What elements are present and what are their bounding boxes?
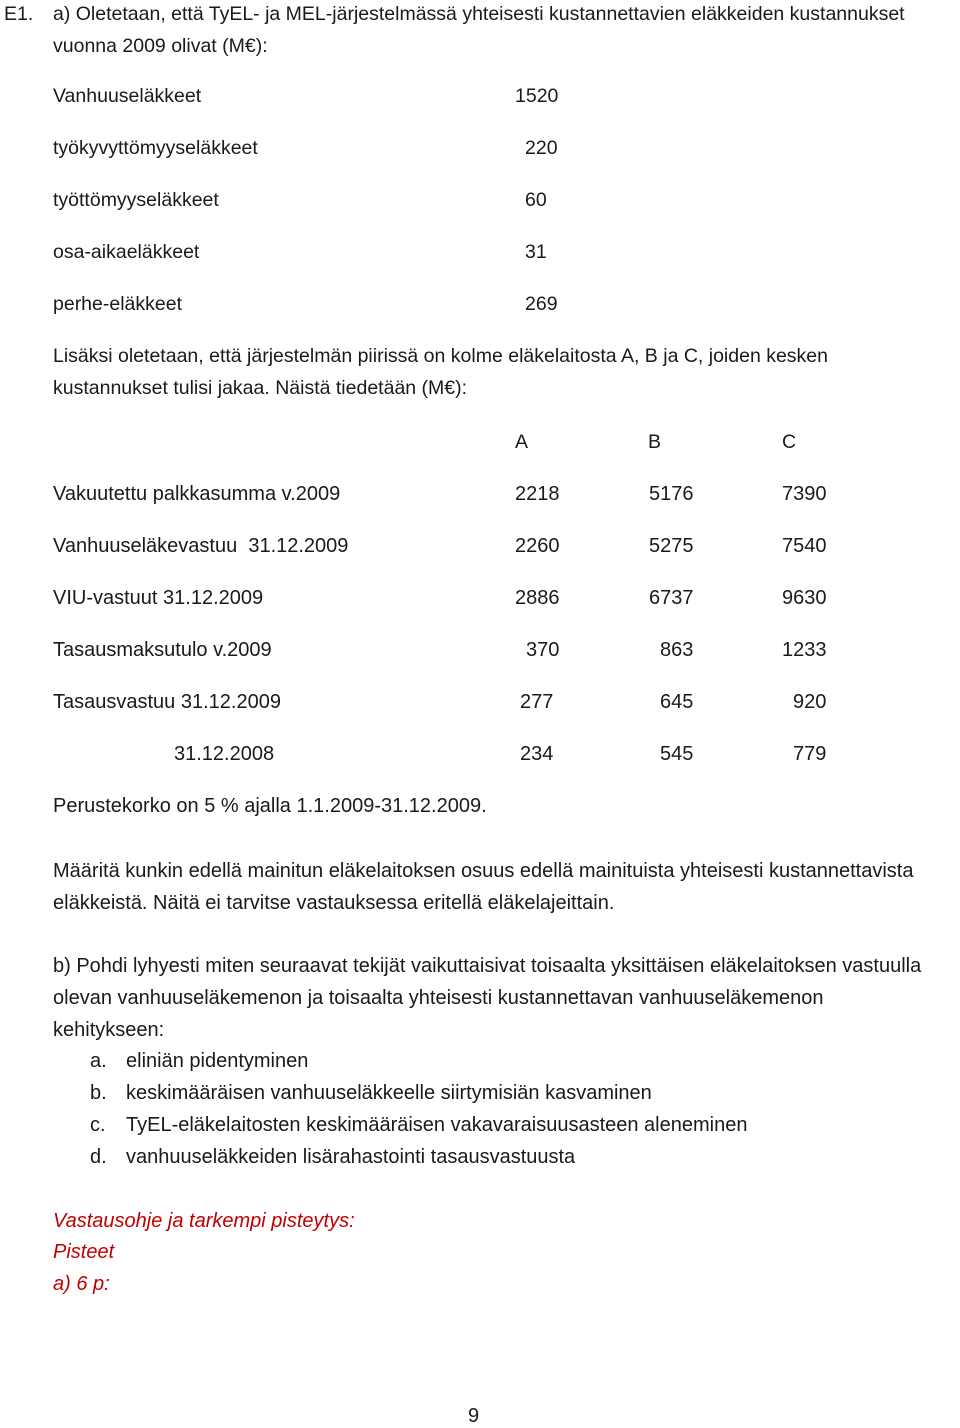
table-cell: 7390	[782, 483, 827, 505]
assumption-line-1: Lisäksi oletetaan, että järjestelmän piirissä on kolme eläkelaitosta A, B ja C, joiden kesken	[53, 345, 828, 367]
question-b-line-1: b) Pohdi lyhyesti miten seuraavat tekijät vaikuttaisivat toisaalta yksittäisen eläkelaitoksen vastuulla	[53, 955, 922, 977]
table-row-label: Vanhuuseläkevastuu 31.12.2009	[53, 535, 349, 557]
table-cell: 9630	[782, 587, 827, 609]
table-cell: 7540	[782, 535, 827, 557]
table-cell: 2886	[515, 587, 560, 609]
table-cell: 1233	[782, 639, 827, 661]
column-header-c: C	[782, 431, 797, 453]
table-cell: 277	[520, 691, 554, 713]
list-marker: a.	[90, 1050, 107, 1072]
answer-guide-points: Pisteet	[53, 1241, 115, 1263]
pension-value: 220	[525, 137, 558, 159]
table-cell: 5275	[649, 535, 694, 557]
table-row-label: VIU-vastuut 31.12.2009	[53, 587, 264, 609]
pension-label: osa-aikaeläkkeet	[53, 241, 200, 263]
question-a-line-2: eläkkeistä. Näitä ei tarvitse vastauksessa eritellä eläkelajeittain.	[53, 892, 615, 914]
table-cell: 6737	[649, 587, 694, 609]
pension-label: Vanhuuseläkkeet	[53, 85, 202, 107]
table-cell: 779	[793, 743, 827, 765]
list-marker: b.	[90, 1082, 107, 1104]
interest-note: Perustekorko on 5 % ajalla 1.1.2009-31.12.2009.	[53, 795, 487, 817]
table-cell: 645	[660, 691, 694, 713]
table-row-label: Tasausvastuu 31.12.2009	[53, 691, 281, 713]
pension-value: 31	[525, 241, 547, 263]
table-row-label: Vakuutettu palkkasumma v.2009	[53, 483, 341, 505]
answer-guide-part-a: a) 6 p:	[53, 1273, 110, 1295]
page-number: 9	[468, 1405, 480, 1427]
table-cell: 2218	[515, 483, 560, 505]
table-row-label: Tasausmaksutulo v.2009	[53, 639, 272, 661]
table-cell: 234	[520, 743, 554, 765]
question-a-line-1: Määritä kunkin edellä mainitun eläkelaitoksen osuus edellä mainituista yhteisesti kustannettavista	[53, 860, 914, 882]
table-cell: 545	[660, 743, 694, 765]
table-cell: 5176	[649, 483, 694, 505]
pension-value: 269	[525, 293, 558, 315]
list-marker: d.	[90, 1146, 107, 1168]
pension-label: työttömyyseläkkeet	[53, 189, 219, 211]
list-item: vanhuuseläkkeiden lisärahastointi tasausvastuusta	[126, 1146, 576, 1168]
column-header-a: A	[515, 431, 529, 453]
list-item: keskimääräisen vanhuuseläkkeelle siirtymisiän kasvaminen	[126, 1082, 652, 1104]
list-item: eliniän pidentyminen	[126, 1050, 309, 1072]
pension-label: perhe-eläkkeet	[53, 293, 182, 315]
table-cell: 863	[660, 639, 694, 661]
intro-line-1: a) Oletetaan, että TyEL- ja MEL-järjestelmässä yhteisesti kustannettavien eläkkeiden kustannukset	[53, 3, 905, 25]
table-cell: 370	[526, 639, 560, 661]
question-b-line-3: kehitykseen:	[53, 1019, 165, 1041]
assumption-line-2: kustannukset tulisi jakaa. Näistä tiedetään (M€):	[53, 377, 468, 399]
pension-value: 1520	[515, 85, 559, 107]
pension-label: työkyvyttömyyseläkkeet	[53, 137, 258, 159]
answer-guide-title: Vastausohje ja tarkempi pisteytys:	[53, 1210, 355, 1232]
list-item: TyEL-eläkelaitosten keskimääräisen vakavaraisuusasteen aleneminen	[126, 1114, 748, 1136]
table-cell: 2260	[515, 535, 560, 557]
column-header-b: B	[648, 431, 662, 453]
table-row-label: 31.12.2008	[174, 743, 275, 765]
list-marker: c.	[90, 1114, 106, 1136]
question-b-line-2: olevan vanhuuseläkemenon ja toisaalta yhteisesti kustannettavan vanhuuseläkemenon	[53, 987, 824, 1009]
pension-value: 60	[525, 189, 547, 211]
table-cell: 920	[793, 691, 827, 713]
task-number: E1.	[4, 3, 34, 25]
intro-line-2: vuonna 2009 olivat (M€):	[53, 35, 268, 57]
